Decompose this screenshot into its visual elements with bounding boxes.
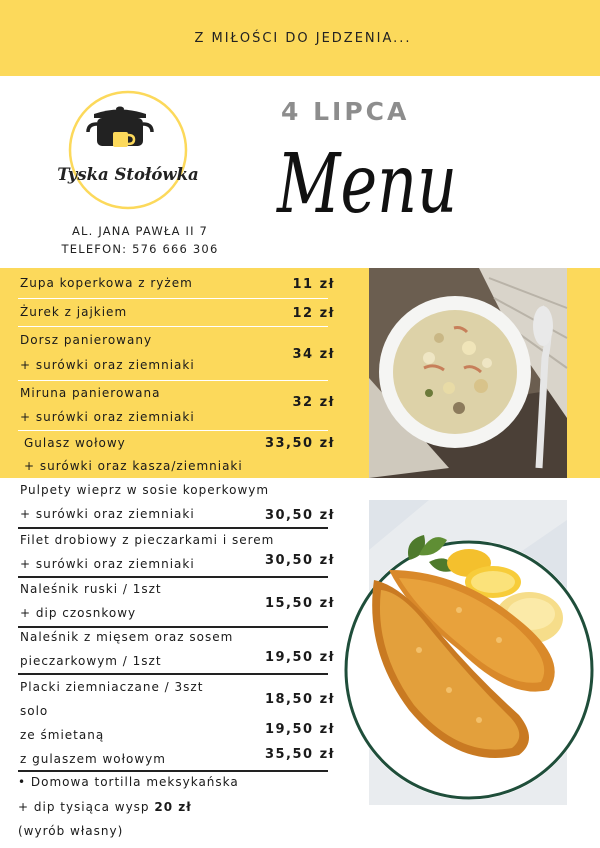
cooking-pot-icon <box>88 107 152 148</box>
dish-name: Pulpety wieprz w sosie koperkowym <box>20 483 270 497</box>
dish-name: Zupa koperkowa z ryżem <box>20 276 193 290</box>
dish-price: 30,50 zł <box>264 508 335 523</box>
menu-divider <box>18 673 328 675</box>
dish-price: 12 zł <box>292 306 335 321</box>
contact-block <box>40 222 240 258</box>
menu-divider <box>18 626 328 628</box>
dish-detail: + surówki oraz ziemniaki <box>20 358 195 372</box>
dish-price: 19,50 zł <box>264 722 335 737</box>
fried-fish-photo <box>369 500 567 805</box>
dish-name: Gulasz wołowy <box>24 436 126 450</box>
extra-item-line3: (wyrób własny) <box>18 824 124 838</box>
dish-price: 35,50 zł <box>264 747 335 762</box>
dish-detail: + dip czosnkowy <box>20 606 137 620</box>
dish-name: Naleśnik ruski / 1szt <box>20 582 162 596</box>
dish-detail: solo <box>20 704 49 718</box>
menu-divider <box>18 380 328 381</box>
menu-divider <box>18 326 328 327</box>
dish-detail: + surówki oraz kasza/ziemniaki <box>24 459 243 473</box>
dish-price: 15,50 zł <box>264 596 335 611</box>
dish-detail: + surówki oraz ziemniaki <box>20 507 195 521</box>
dish-detail: + surówki oraz ziemniaki <box>20 557 195 571</box>
dish-detail: + surówki oraz ziemniaki <box>20 410 195 424</box>
dish-price: 32 zł <box>292 395 335 410</box>
dish-name: Placki ziemniaczane / 3szt <box>20 680 204 694</box>
svg-text:Menu: Menu <box>275 137 457 232</box>
menu-divider <box>18 298 328 299</box>
logo-name: Tyska Stołówka <box>57 165 199 184</box>
dish-price: 11 zł <box>292 277 335 292</box>
dish-name: Naleśnik z mięsem oraz sosem <box>20 630 234 644</box>
dish-price: 18,50 zł <box>264 692 335 707</box>
top-banner <box>0 0 600 76</box>
extra-item-line2: + dip tysiąca wysp 20 zł <box>18 800 192 814</box>
dish-name: Dorsz panierowany <box>20 333 153 347</box>
soup-bowl-photo <box>369 268 567 478</box>
menu-divider <box>18 770 328 772</box>
menu-divider <box>18 527 328 529</box>
menu-divider <box>18 430 328 431</box>
dish-price: 30,50 zł <box>264 553 335 568</box>
dish-detail: ze śmietaną <box>20 728 105 742</box>
dish-name: Filet drobiowy z pieczarkami i serem <box>20 533 275 547</box>
address: AL. JANA PAWŁA II 7 <box>71 224 209 238</box>
extra-item-price: 20 zł <box>154 800 192 814</box>
dish-detail: z gulaszem wołowym <box>20 752 166 766</box>
dish-name: Żurek z jajkiem <box>20 305 128 319</box>
tagline: Z MIŁOŚCI DO JEDZENIA... <box>194 30 412 46</box>
menu-date: 4 LIPCA <box>281 97 410 126</box>
restaurant-logo <box>57 88 199 212</box>
dish-name: Miruna panierowana <box>20 386 161 400</box>
dish-detail: pieczarkowym / 1szt <box>20 654 162 668</box>
dish-price: 34 zł <box>292 347 335 362</box>
phone: TELEFON: 576 666 306 <box>61 242 219 256</box>
menu-title <box>275 128 465 252</box>
menu-divider <box>18 576 328 578</box>
extra-item-line1: • Domowa tortilla meksykańska <box>18 775 239 789</box>
dish-price: 33,50 zł <box>264 436 335 451</box>
dish-price: 19,50 zł <box>264 650 335 665</box>
